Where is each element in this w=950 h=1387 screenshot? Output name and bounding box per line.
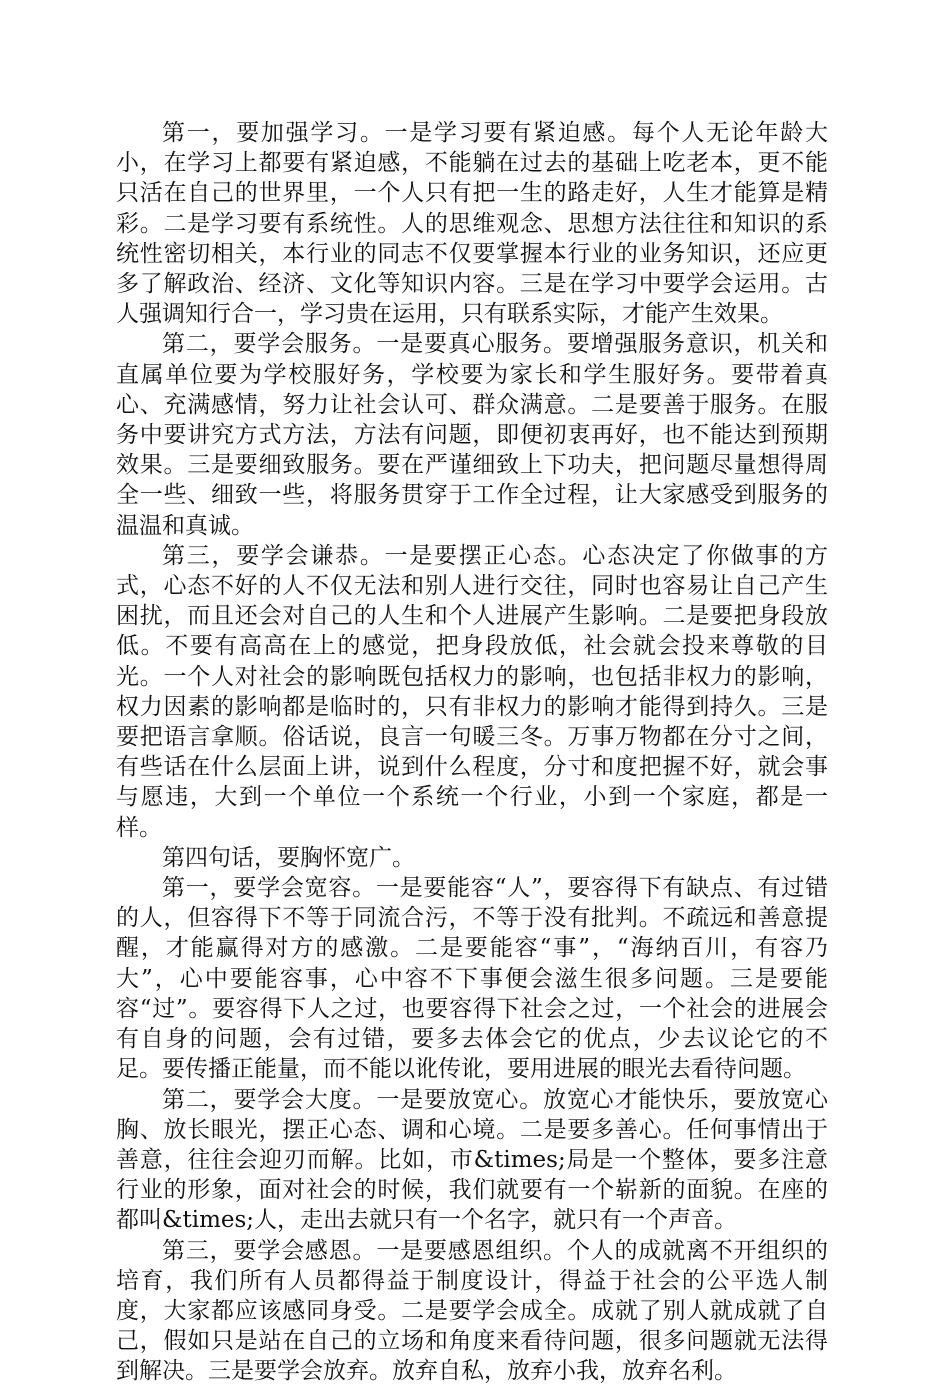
paragraph-learn-humility: 第三，要学会谦恭。一是要摆正心态。心态决定了你做事的方式，心态不好的人不仅无法和别人进行交往，同时也容易让自己产生困扰，而且还会对自己的人生和个人进展产生影响。二是要把身段放低。不要有高高在上的感觉，把身段放低，社会就会投来尊敬的目光。一个人对社会的影响既包括权力的影响，也包括非权力的影响，权力因素的影响都是临时的，只有非权力的影响才能得到持久。三是要把语言拿顺。俗话说，良言一句暖三冬。万事万物都在分寸之间，有些话在什么层面上讲，说到什么程度，分寸和度把握不好，就会事与愿违，大到一个单位一个系统一个行业，小到一个家庭，都是一样。	[116, 542, 828, 841]
paragraph-learn-gratitude: 第三，要学会感恩。一是要感恩组织。个人的成就离不开组织的培育，我们所有人员都得益于制度设计，得益于社会的公平选人制度，大家都应该感同身受。二是要学会成全。成就了别人就成就了自己，假如只是站在自己的立场和角度来看待问题，很多问题就无法得到解决。三是要学会放弃。放弃自私，放弃小我，放弃名利。	[116, 1237, 828, 1385]
paragraph-strengthen-learning: 第一，要加强学习。一是学习要有紧迫感。每个人无论年龄大小，在学习上都要有紧迫感，不能躺在过去的基础上吃老本，更不能只活在自己的世界里，一个人只有把一生的路走好，人生才能算是精彩。二是学习要有系统性。人的思维观念、思想方法往往和知识的系统性密切相关，本行业的同志不仅要掌握本行业的业务知识，还应更多了解政治、经济、文化等知识内容。三是在学习中要学会运用。古人强调知行合一，学习贵在运用，只有联系实际，才能产生效果。	[116, 120, 828, 328]
paragraph-learn-generosity: 第二，要学会大度。一是要放宽心。放宽心才能快乐，要放宽心胸、放长眼光，摆正心态、调和心境。二是要多善心。任何事情出于善意，往往会迎刃而解。比如，市&times;局是一个整体，要多注意行业的形象，面对社会的时候，我们就要有一个崭新的面貌。在座的都叫&times;人，走出去就只有一个名字，就只有一个声音。	[116, 1086, 828, 1234]
paragraph-section-heading: 第四句话，要胸怀宽广。	[162, 844, 415, 871]
paragraph-learn-tolerance: 第一，要学会宽容。一是要能容“人”，要容得下有缺点、有过错的人，但容得下不等于同流合污，不等于没有批判。不疏远和善意提醒，才能赢得对方的感激。二是要能容“事”，“海纳百川，有容乃大”，心中要能容事，心中容不下事便会滋生很多问题。三是要能容“过”。要容得下人之过，也要容得下社会之过，一个社会的进展会有自身的问题，会有过错，要多去体会它的优点，少去议论它的不足。要传播正能量，而不能以讹传讹，要用进展的眼光去看待问题。	[116, 875, 828, 1083]
paragraph-learn-service: 第二，要学会服务。一是要真心服务。要增强服务意识，机关和直属单位要为学校服好务，学校要为家长和学生服好务。要带着真心、充满感情，努力让社会认可、群众满意。二是要善于服务。在服务中要讲究方式方法，方法有问题，即便初衷再好，也不能达到预期效果。三是要细致服务。要在严谨细致上下功夫，把问题尽量想得周全一些、细致一些，将服务贯穿于工作全过程，让大家感受到服务的温温和真诚。	[116, 331, 828, 539]
document-body	[116, 118, 828, 1387]
